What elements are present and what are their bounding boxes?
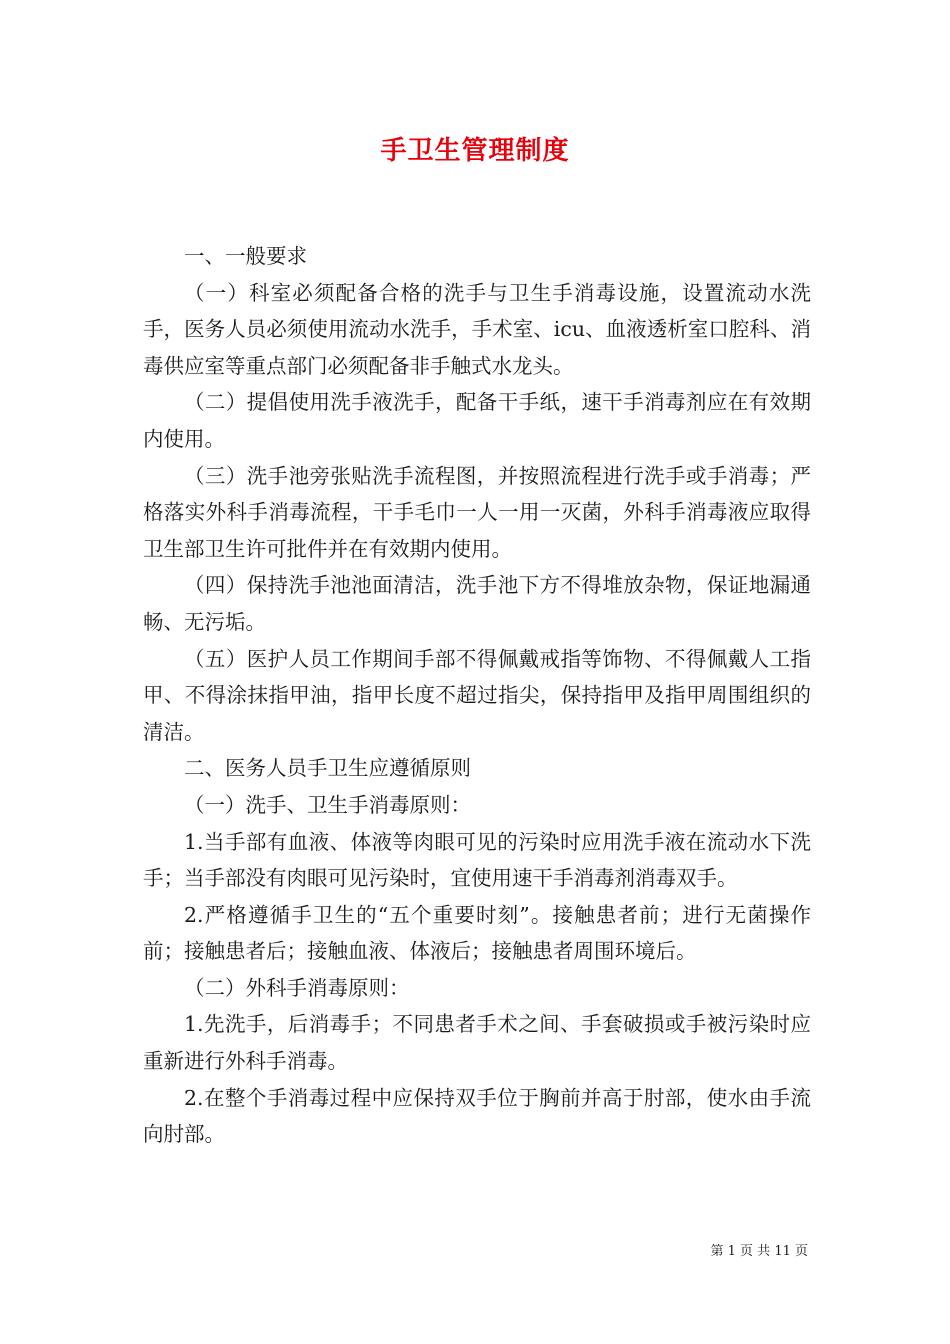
paragraph-sink-cleanliness: （四）保持洗手池池面清洁，洗手池下方不得堆放杂物，保证地漏通畅、无污垢。 [143,573,811,634]
document-body [143,238,811,1153]
page-number: 第 1 页 共 11 页 [710,1244,808,1259]
heading-general-requirements: 一、一般要求 [184,244,307,268]
subheading-surgical-principles: （二）外科手消毒原则： [184,975,410,1000]
paragraph-no-jewelry: （五）医护人员工作期间手部不得佩戴戒指等饰物、不得佩戴人工指甲、不得涂抹指甲油，指甲长度不超过指尖，保持指甲及指甲周围组织的清洁。 [143,646,811,744]
heading-principles: 二、医务人员手卫生应遵循原则 [184,756,471,781]
paragraph-five-moments: 2.严格遵循手卫生的“五个重要时刻”。接触患者前；进行无菌操作前；接触患者后；接触血液、体液后；接触患者周围环境后。 [143,902,811,964]
paragraph-facilities: （一）科室必须配备合格的洗手与卫生手消毒设施，设置流动水洗手，医务人员必须使用流动水洗手，手术室、icu、血液透析室口腔科、消毒供应室等重点部门必须配备非手触式水龙头。 [143,280,811,378]
subheading-hand-washing-principles: （一）洗手、卫生手消毒原则： [184,792,471,817]
paragraph-wash-then-disinfect: 1.先洗手，后消毒手；不同患者手术之间、手套破损或手被污染时应重新进行外科手消毒。 [143,1012,811,1074]
document-title: 手卫生管理制度 [380,136,570,166]
paragraph-hand-soap: （二）提倡使用洗手液洗手，配备干手纸，速干手消毒剂应在有效期内使用。 [143,390,811,451]
paragraph-flowchart: （三）洗手池旁张贴洗手流程图，并按照流程进行洗手或手消毒；严格落实外科手消毒流程，干手毛巾一人一用一灭菌，外科手消毒液应取得卫生部卫生许可批件并在有效期内使用。 [143,463,811,561]
paragraph-visible-contamination: 1.当手部有血液、体液等肉眼可见的污染时应用洗手液在流动水下洗手；当手部没有肉眼可见污染时，宜使用速干手消毒剂消毒双手。 [143,829,811,891]
paragraph-hands-above-elbows: 2.在整个手消毒过程中应保持双手位于胸前并高于肘部，使水由手流向肘部。 [143,1085,811,1147]
